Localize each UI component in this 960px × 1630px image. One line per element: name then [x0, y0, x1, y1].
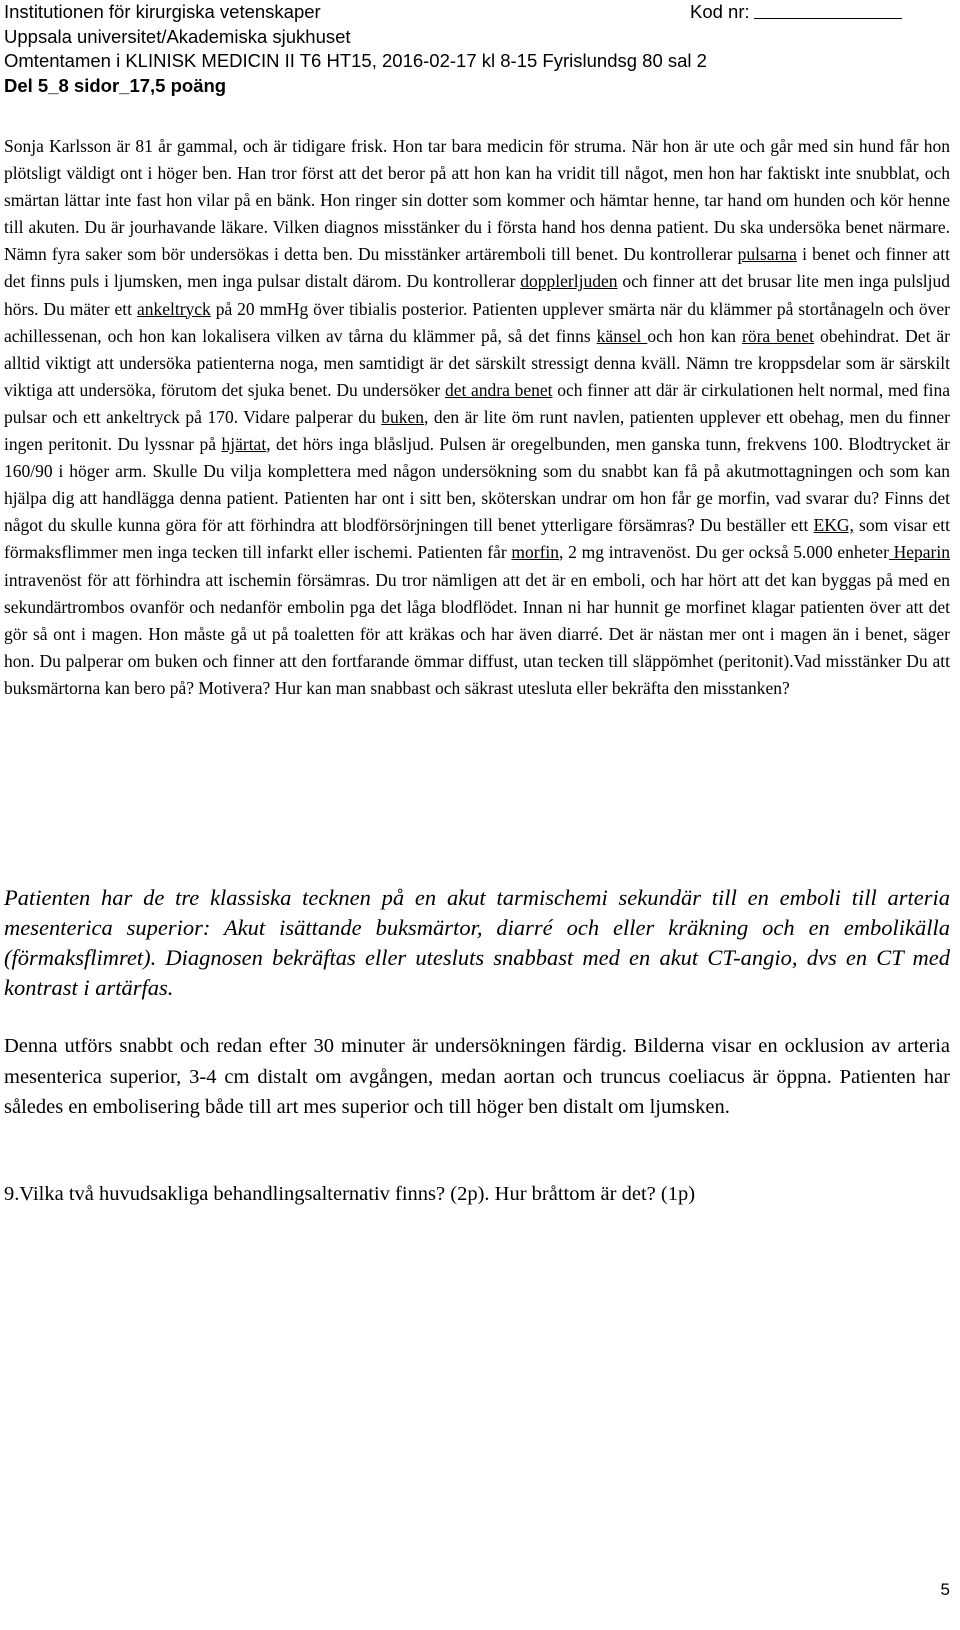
code-label: Kod nr:: [690, 1, 750, 22]
underlined-term: känsel: [596, 325, 648, 346]
underlined-term: buken: [381, 406, 424, 427]
page-header: [4, 0, 954, 98]
code-blank-line: [754, 0, 902, 19]
case-text: Sonja Karlsson är 81 år gammal, och är tidigare frisk. Hon tar bara medicin för struma. När hon är ute och går med sin hund får hon plötsligt väldigt ont i höger ben. Han tror först att det beror på att hon kan ha vridit till något, men hon har faktiskt inte snubblat, och smärtan lättar inte fast hon vilar på en bänk. Hon ringer sin dotter som kommer och hämtar henne, tar hand om hunden och kör henne till akuten. Du är jourhavande läkare. Vilken diagnos misstänker du i första hand hos denna patient. Du ska undersöka benet närmare. Nämn fyra saker som bör undersökas i detta ben. Du misstänker artäremboli till benet. Du kontrollerar: [4, 136, 950, 265]
case-text: och finner att det brusar lite men inga pulsljud hörs. Du mäter ett: [4, 271, 950, 319]
underlined-term: hjärtat: [221, 434, 267, 455]
underlined-term: morfin: [511, 542, 560, 563]
code-number-field: [690, 0, 902, 25]
answer-paragraph: Denna utförs snabbt och redan efter 30 minuter är undersökningen färdig. Bilderna visar en ocklusion av arteria mesenterica superior, 3-4 cm distalt om avgången, medan aortan och truncus coeliacus är öppna. Patienten har således en embolisering både till art mes superior och till höger ben distalt om ljumsken.: [4, 1035, 950, 1118]
underlined-term: röra benet: [742, 325, 815, 346]
case-text: , den är lite öm runt navlen, patienten upplever ett obehag, men du finner ingen peritonit. Du lyssnar på: [4, 406, 950, 455]
case-text: intravenöst för att förhindra att ischemin försämras. Du tror nämligen att det är en emboli, och har hört att det kan byggas på med en sekundärtrombos ovanför och nedanför embolin pga det låga blodflödet. Innan ni har hunnit ge morfinet klagar patienten över att det gör så ont i magen. Hon måste gå ut på toaletten för att kräkas och har även diarré. Det är nästan mer ont i magen än i benet, säger hon. Du palperar om buken och finner att den fortfarande ömmar diffust, utan tecken till släppömhet (peritonit).Vad misstänker Du att buksmärtorna kan bero på? Motivera? Hur kan man snabbast och säkrast utesluta eller bekräfta den misstanken?: [4, 569, 950, 698]
answer-italic-paragraph: Patienten har de tre klassiska tecknen på en akut tarmischemi sekundär till en emboli till arteria mesenterica superior: Akut isättande buksmärtor, diarré och eller kräkning och en embolikälla (förmaksflimret). Diagnosen bekräftas eller utesluts snabbast med en akut CT-angio, dvs en CT med kontrast i artärfas.: [4, 885, 950, 1000]
university-line: Uppsala universitet/Akademiska sjukhuset: [4, 25, 351, 47]
case-text: och finner att där är cirkulationen helt normal, med fina pulsar och ett ankeltryck på 170. Vidare palperar du: [4, 379, 950, 427]
case-text: , det hörs inga blåsljud. Pulsen är oregelbunden, men ganska tunn, frekvens 100. Blodtrycket är 160/90 i höger arm. Skulle Du vilja komplettera med någon undersökning som du snabbt kan få på akutmottagningen och som kan hjälpa dig att handlägga denna patient. Patienten har ont i sitt ben, sköterskan undrar om hon får ge morfin, vad svarar du? Finns det något du skulle kunna göra för att förhindra att blodförsörjningen till benet ytterligare försämras? Du beställer ett: [4, 434, 951, 536]
page-number: 5: [940, 1580, 950, 1599]
case-text: som visar ett förmaksflimmer men inga tecken till infarkt eller ischemi. Patienten får: [4, 515, 950, 563]
case-description: [4, 133, 950, 702]
underlined-term: dopplerljuden: [520, 271, 618, 292]
case-text: och hon kan: [647, 325, 743, 346]
exam-line: Omtentamen i KLINISK MEDICIN II T6 HT15, 2016-02-17 kl 8-15 Fyrislundsg 80 sal 2: [4, 50, 707, 71]
case-text: obehindrat. Det är alltid viktigt att undersöka patienterna noga, men samtidigt är det särskilt stressigt denna kväll. Nämn tre kroppsdelar som är särskilt viktiga att undersöka, förutom det sjuka benet. Du undersöker: [4, 325, 950, 400]
case-text: i benet och finner att det finns puls i ljumsken, men inga pulsar distalt därom. Du kontrollerar: [4, 244, 950, 292]
case-text: , 2 mg intravenöst. Du ger också 5.000 enheter: [559, 542, 889, 563]
underlined-term: ankeltryck: [136, 298, 211, 319]
underlined-term: det andra benet: [444, 379, 553, 400]
part-line: Del 5_8 sidor_17,5 poäng: [4, 74, 227, 96]
underlined-term: EKG,: [813, 515, 854, 536]
underlined-term: pulsarna: [737, 244, 797, 265]
institution-line: Institutionen för kirurgiska vetenskaper: [4, 1, 321, 22]
underlined-term: Heparin: [888, 542, 950, 563]
case-text: på 20 mmHg över tibialis posterior. Patienten upplever smärta när du klämmer på stortånageln och över achillessenan, och hon kan lokalisera vilken av tårna du klämmer på, så det finns: [4, 298, 951, 346]
question-9: 9.Vilka två huvudsakliga behandlingsalternativ finns? (2p). Hur bråttom är det? (1p): [4, 1183, 696, 1205]
